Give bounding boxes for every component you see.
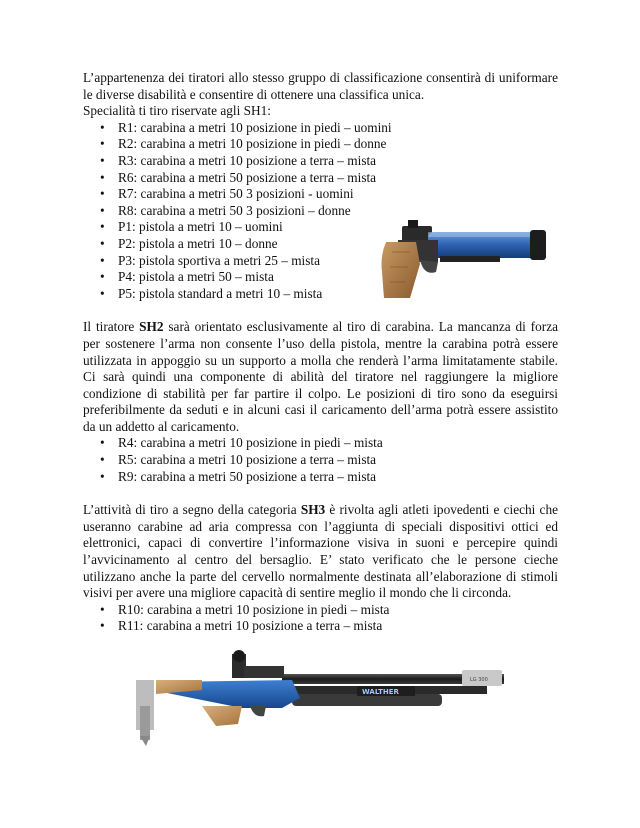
sh2-pre: Il tiratore [83,319,140,335]
list-item: • P3: pistola sportiva a metri 25 – mista [83,253,558,270]
list-item: • R7: carabina a metri 50 3 posizioni - uomini [83,186,558,203]
list-item: • R4: carabina a metri 10 posizione in piedi – mista [83,435,558,452]
svg-text:LG 300: LG 300 [470,677,488,683]
sh3-pre: L’attività di tiro a segno della categoria [83,502,301,518]
list-item: • P4: pistola a metri 50 – mista [83,269,558,286]
sh3-list [83,602,558,635]
sh1-heading: Specialità ti tiro riservate agli SH1: [83,103,271,119]
list-item: • P1: pistola a metri 10 – uomini [83,219,558,236]
document-body [83,70,558,635]
list-item: • R1: carabina a metri 10 posizione in piedi – uomini [83,120,558,137]
rifle-brand-label: WALTHER [362,688,399,696]
list-item: • R9: carabina a metri 50 posizione a terra – mista [83,469,558,486]
sh2-paragraph [83,319,558,435]
air-rifle-image [132,646,504,746]
list-item: • R2: carabina a metri 10 posizione in piedi – donne [83,136,558,153]
sh2-post: sarà orientato esclusivamente al tiro di carabina. La mancanza di forza per sostenere l’arma non consente l’uso della pistola, mentre la carabina potrà essere utilizzata in appoggio su un supporto a molla che renderà l’arma limitatamente stabile. Ci sarà quindi una componente di abilità del tiratore nel raggiungere la migliore condizione di stabilità per far partire il colpo. Le posizioni di tiro sono da eseguirsi preferibilmente da seduti e in alcuni casi il caricamento dell’arma potrà essere assistito da un addetto al caricamento. [83,319,558,434]
list-item: • P5: pistola standard a metri 10 – mista [83,286,558,303]
list-item: • R6: carabina a metri 50 posizione a terra – mista [83,170,558,187]
sh3-label: SH3 [300,502,326,518]
sh2-label: SH2 [139,319,164,335]
list-item: • R3: carabina a metri 10 posizione a terra – mista [83,153,558,170]
sh2-list [83,435,558,485]
list-item: • R11: carabina a metri 10 posizione a terra – mista [83,618,558,635]
air-pistol-image [380,212,550,304]
sh3-post: è rivolta agli atleti ipovedenti e ciechi che useranno carabine ad aria compressa con l’aggiunta di speciali dispositivi ottici ed elettronici, capaci di convertire l’informazione visiva in suoni e percepire quindi l’avvicinamento al centro del bersaglio. E’ stato verificato che le persone cieche utilizzano anche la parte del cervello normalmente destinata all’elaborazione di stimoli visivi per avere una migliore capacità di sentire meglio il mondo che li circonda. [83,502,558,601]
list-item: • R8: carabina a metri 50 3 posizioni – donne [83,203,558,220]
list-item: • R10: carabina a metri 10 posizione in piedi – mista [83,602,558,619]
list-item: • R5: carabina a metri 10 posizione a terra – mista [83,452,558,469]
intro-paragraph: L’appartenenza dei tiratori allo stesso gruppo di classificazione consentirà di uniformare le diverse disabilità e consentire di ottenere una classifica unica. [83,70,558,102]
sh3-paragraph [83,502,558,602]
list-item: • P2: pistola a metri 10 – donne [83,236,558,253]
